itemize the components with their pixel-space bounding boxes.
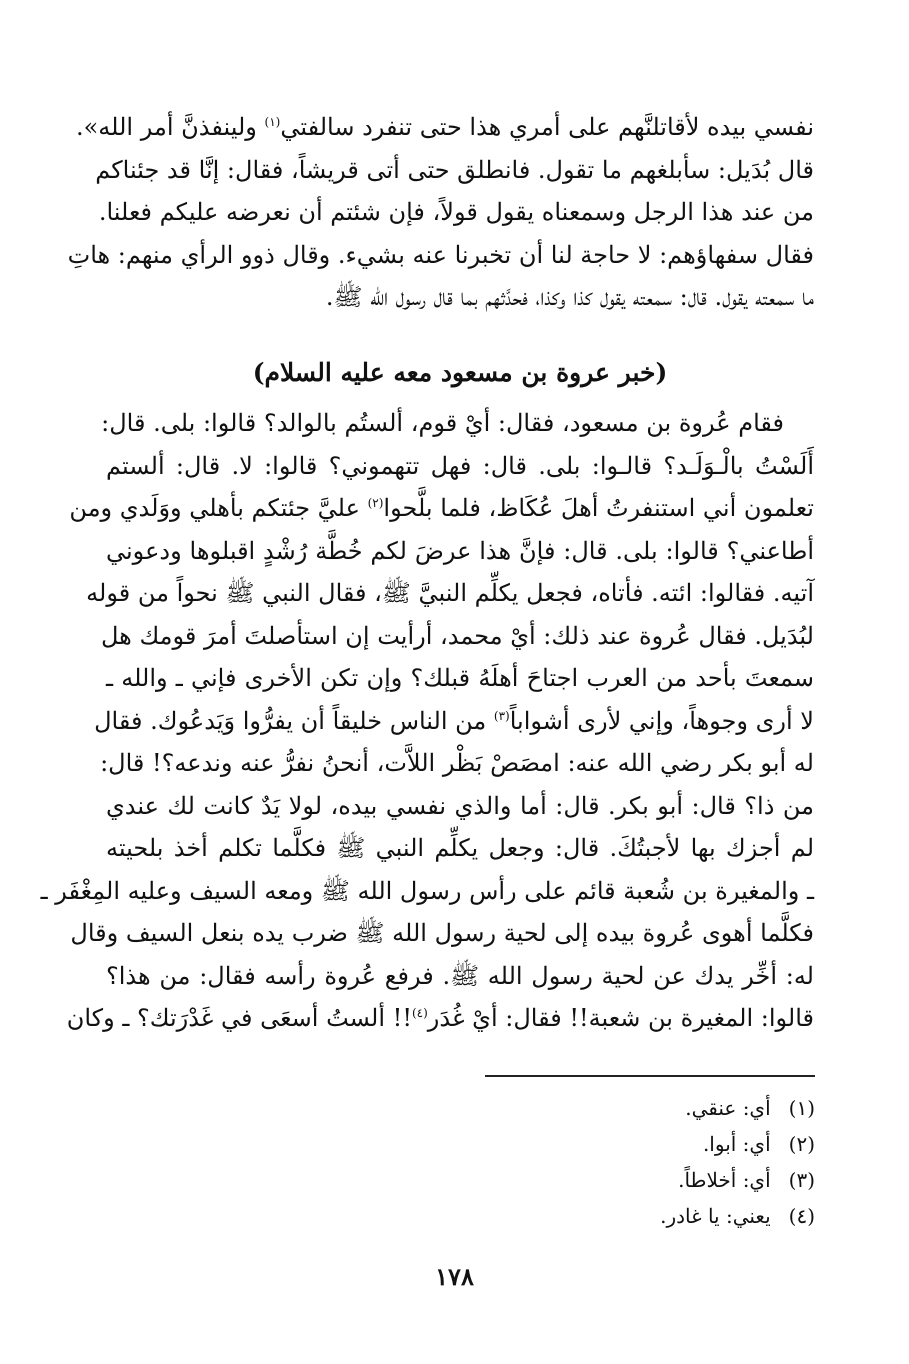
text-line: سمعتَ بأحد من العرب اجتاحَ أهلَهُ قبلك؟ وإن تكن الأخرى فإني ـ والله ـ bbox=[106, 664, 815, 692]
footnote-text: أي: عنقي. bbox=[685, 1096, 771, 1120]
text-line: فقام عُروة بن مسعود، فقال: أيْ قوم، ألستُم بالوالد؟ قالوا: بلى. قال: bbox=[101, 409, 784, 437]
footnote-marker: (٢) bbox=[367, 496, 384, 510]
section-heading: (خبر عروة بن مسعود معه عليه السلام) bbox=[252, 358, 668, 387]
text-line: فقال سفهاؤهم: لا حاجة لنا أن تخبرنا عنه بشيء. وقال ذوو الرأي منهم: هاتِ bbox=[67, 240, 814, 269]
text-line: ـ والمغيرة بن شُعبة قائم على رأس رسول الله ﷺ ومعه السيف وعليه المِغْفَر ـ bbox=[40, 876, 814, 905]
footnote-text: أي: أخلاطاً. bbox=[678, 1168, 771, 1192]
text-line: تعلمون أني استنفرتُ أهلَ عُكَاظ، فلما بلَّحوا$^{(٢)}$ عليَّ جئتكم بأهلي ووَلَدي ومن bbox=[69, 494, 814, 522]
footnote-marker: (١) bbox=[264, 115, 281, 129]
footnote bbox=[480, 1162, 815, 1198]
text-line: له أبو بكر رضي الله عنه: امصَصْ بَظْر اللاَّت، أنحنُ نفرُّ عنه وندعه؟! قال: bbox=[100, 749, 814, 777]
text-line: نفسي بيده لأقاتلنَّهم على أمري هذا حتى تنفرد سالفتي$^{(١)}$ ولينفذنَّ أمر الله». bbox=[75, 113, 814, 141]
text-line: قال بُدَيل: سأبلغهم ما تقول. فانطلق حتى أتى قريشاً، فقال: إنَّا قد جئناكم bbox=[95, 155, 814, 184]
paragraph-main bbox=[40, 402, 815, 1040]
footnote bbox=[480, 1198, 815, 1234]
page-number: ١٧٨ bbox=[435, 1262, 474, 1291]
footnote-number: (٤) bbox=[788, 1204, 815, 1228]
text-line: آتيه. فقالوا: ائته. فأتاه، فجعل يكلِّم النبيَّ ﷺ، فقال النبي ﷺ نحواً من قوله bbox=[86, 579, 814, 607]
footnotes bbox=[480, 1090, 815, 1234]
text-line: له: أخِّر يدك عن لحية رسول الله ﷺ. فرفع عُروة رأسه فقال: من هذا؟ bbox=[106, 961, 814, 990]
text-line: ما سمعته يقول. قال: سمعته يقول كذا وكذا، فحدَّثهم بما قال رسول الله ﷺ. bbox=[325, 283, 814, 311]
footnote-number: (١) bbox=[788, 1096, 815, 1120]
text-line: لم أجزك بها لأجبتُكَ. قال: وجعل يكلِّم النبي ﷺ فكلَّما تكلم أخذ بلحيته bbox=[106, 834, 814, 862]
text-line: فكلَّما أهوى عُروة بيده إلى لحية رسول الله ﷺ ضرب يده بنعل السيف وقال bbox=[70, 919, 814, 947]
footnote-marker: (٤) bbox=[411, 1006, 428, 1020]
text-line: أطاعني؟ قالوا: بلى. قال: فإنَّ هذا عرضَ لكم خُطَّة رُشْدٍ اقبلوها ودعوني bbox=[106, 536, 814, 565]
footnote-divider bbox=[485, 1075, 815, 1077]
footnote-number: (٢) bbox=[788, 1132, 815, 1156]
footnote-text: أي: أبوا. bbox=[702, 1132, 771, 1156]
footnote-text: يعني: يا غادر. bbox=[660, 1204, 771, 1228]
footnote bbox=[480, 1090, 815, 1126]
footnote-marker: (٣) bbox=[493, 708, 510, 723]
text-line: من عند هذا الرجل وسمعناه يقول قولاً، فإن شئتم أن نعرضه عليكم فعلنا. bbox=[98, 198, 814, 226]
text-line: من ذا؟ قال: أبو بكر. قال: أما والذي نفسي بيده، لولا يَدٌ كانت لك عندي bbox=[106, 791, 814, 820]
footnote bbox=[480, 1126, 815, 1162]
footnote-number: (٣) bbox=[788, 1168, 815, 1192]
text-line: لا أرى وجوهاً، وإني لأرى أشواباً$^{(٣)}$ من الناس خليقاً أن يفرُّوا وَيَدعُوك. فقال bbox=[94, 706, 814, 735]
paragraph-continuation bbox=[67, 106, 814, 319]
text-line: أَلَسْتُ بالْـوَلَـد؟ قالـوا: بلى. قال: فهل تتهموني؟ قالوا: لا. قال: ألستم bbox=[106, 451, 814, 480]
text-line: لبُدَيل. فقال عُروة عند ذلك: أيْ محمد، أرأيت إن استأصلتَ أمرَ قومك هل bbox=[100, 621, 814, 650]
text-line: قالوا: المغيرة بن شعبة!! فقال: أيْ غُدَر$^{(٤)}$!! ألستُ أسعَى في غَدْرَتك؟ ـ وكان bbox=[66, 1004, 814, 1032]
